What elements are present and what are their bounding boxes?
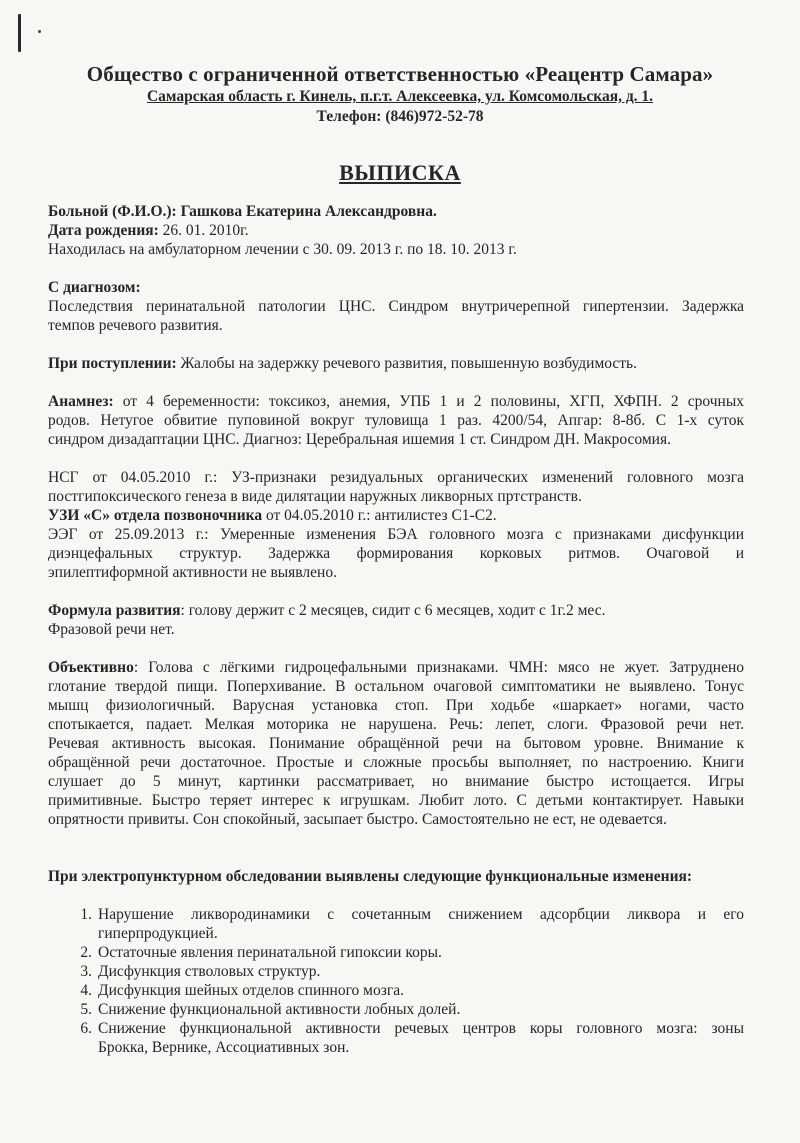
- patient-dob: [48, 221, 744, 240]
- uzi-line: [48, 506, 744, 525]
- patient-dob-value: 26. 01. 2010г.: [158, 222, 249, 239]
- admission-text: Жалобы на задержку речевого развития, повышенную возбудимость.: [176, 355, 637, 372]
- uzi-text: от 04.05.2010 г.: антилистез С1-С2.: [262, 507, 497, 524]
- objective-line: мышц физиологичный. Варусная установка стоп. При ходьбе «шаркает» ногами, часто: [48, 697, 744, 714]
- margin-mark: [18, 14, 21, 52]
- eeg-line: диэнцефальных структур. Задержка формирования корковых ритмов. Очаговой и: [48, 545, 744, 562]
- diagnosis-line: темпов речевого развития.: [48, 317, 223, 334]
- admission-label: При поступлении:: [48, 355, 177, 372]
- list-item: 2. Остаточные явления перинатальной гипоксии коры.: [80, 944, 442, 961]
- organization-address: Самарская область г. Кинель, п.г.т. Алексеевка, ул. Комсомольская, д. 1.: [146, 88, 654, 105]
- anamnesis-text: от 4 беременности: токсикоз, анемия, УПБ 1 и 2 половины, ХГП, ХФПН. 2 срочных: [113, 393, 744, 410]
- objective-line: обращённой речи достаточное. Простые и сложные просьбы выполняет, по настроению. Книги: [48, 754, 744, 771]
- objective-line: Речевая активность высокая. Понимание обращённой речи на бытовом уровне. Внимание к: [48, 735, 744, 752]
- patient-dob-label: Дата рождения:: [48, 222, 159, 239]
- objective-text: : Голова с лёгкими гидроцефальными признаками. ЧМН: мясо не жует. Затруднено: [133, 659, 744, 676]
- objective-line: слушает до 5 минут, картинки рассматривает, но внимание быстро истощается. Игры: [48, 773, 744, 790]
- development-line: Фразовой речи нет.: [48, 621, 175, 638]
- diagnosis-label: С диагнозом:: [48, 279, 141, 296]
- objective-line: примитивные. Быстро теряет интерес к игрушкам. Любит лото. С детьми контактирует. Навыки: [48, 792, 744, 809]
- objective: [48, 658, 744, 677]
- patient-stay: Находилась на амбулаторном лечении с 30. 09. 2013 г. по 18. 10. 2013 г.: [48, 241, 517, 258]
- margin-dot: [38, 30, 41, 33]
- anamnesis-line: синдром дизадаптации ЦНС. Диагноз: Церебральная ишемия 1 ст. Синдром ДН. Макросомия.: [48, 431, 671, 448]
- patient-name-label: Больной (Ф.И.О.):: [48, 203, 177, 220]
- patient-name: [48, 202, 744, 221]
- list-item: 5. Снижение функциональной активности лобных долей.: [80, 1001, 461, 1018]
- eeg-line: эпилептиформной активности не выявлено.: [48, 564, 337, 581]
- list-item: 1. Нарушение ликвородинамики с сочетанным снижением адсорбции ликвора и его гиперпродукцией.: [80, 906, 744, 942]
- list-item: 6. Снижение функциональной активности речевых центров коры головного мозга: зоны Брокка, Вернике, Ассоциативных зон.: [80, 1020, 744, 1056]
- findings-heading: При электропунктурном обследовании выявлены следующие функциональные изменения:: [48, 868, 693, 885]
- letterhead: [0, 62, 800, 127]
- organization-phone: Телефон: (846)972-52-78: [316, 108, 484, 125]
- anamnesis-label: Анамнез:: [48, 393, 114, 410]
- objective-line: глотание твердой пищи. Поперхивание. В остальном очаговой симптоматики не выявлено. Тонус: [48, 678, 744, 695]
- anamnesis: [48, 392, 744, 411]
- patient-name-value: Гашкова Екатерина Александровна.: [176, 203, 437, 220]
- objective-label: Объективно: [48, 659, 134, 676]
- development-label: Формула развития: [48, 602, 181, 619]
- nsg-line: НСГ от 04.05.2010 г.: УЗ-признаки резидуальных органических изменений головного мозга: [48, 469, 744, 486]
- findings-list: [48, 905, 744, 1057]
- document-title: ВЫПИСКА: [339, 160, 461, 185]
- objective-line: опрятности привиты. Сон спокойный, засыпает быстро. Самостоятельно не ест, не одевается.: [48, 811, 667, 828]
- development: [48, 601, 744, 620]
- document-body: [48, 202, 744, 1057]
- development-text: : голову держит с 2 месяцев, сидит с 6 месяцев, ходит с 1г.2 мес.: [180, 602, 606, 619]
- eeg-line: ЭЭГ от 25.09.2013 г.: Умеренные изменения БЭА головного мозга с признаками дисфункции: [48, 526, 744, 543]
- objective-line: спотыкается, падает. Мелкая моторика не нарушена. Речь: лепет, слоги. Фразовой речи нет.: [48, 716, 744, 733]
- list-item: 3. Дисфункция стволовых структур.: [80, 963, 321, 980]
- nsg-line: постгипоксического генеза в виде дилятации наружных ликворных пртстранств.: [48, 488, 582, 505]
- organization-name: Общество с ограниченной ответственностью «Реацентр Самара»: [86, 62, 714, 86]
- uzi-label: УЗИ «С» отдела позвоночника: [48, 507, 263, 524]
- anamnesis-line: родов. Нетугое обвитие пуповиной вокруг туловища 1 раз. 4200/54, Апгар: 8-8б. С 1-х суток: [48, 412, 744, 429]
- admission: [48, 354, 744, 373]
- diagnosis-line: Последствия перинатальной патологии ЦНС. Синдром внутричерепной гипертензии. Задержка: [48, 298, 744, 315]
- list-item: 4. Дисфункция шейных отделов спинного мозга.: [80, 982, 404, 999]
